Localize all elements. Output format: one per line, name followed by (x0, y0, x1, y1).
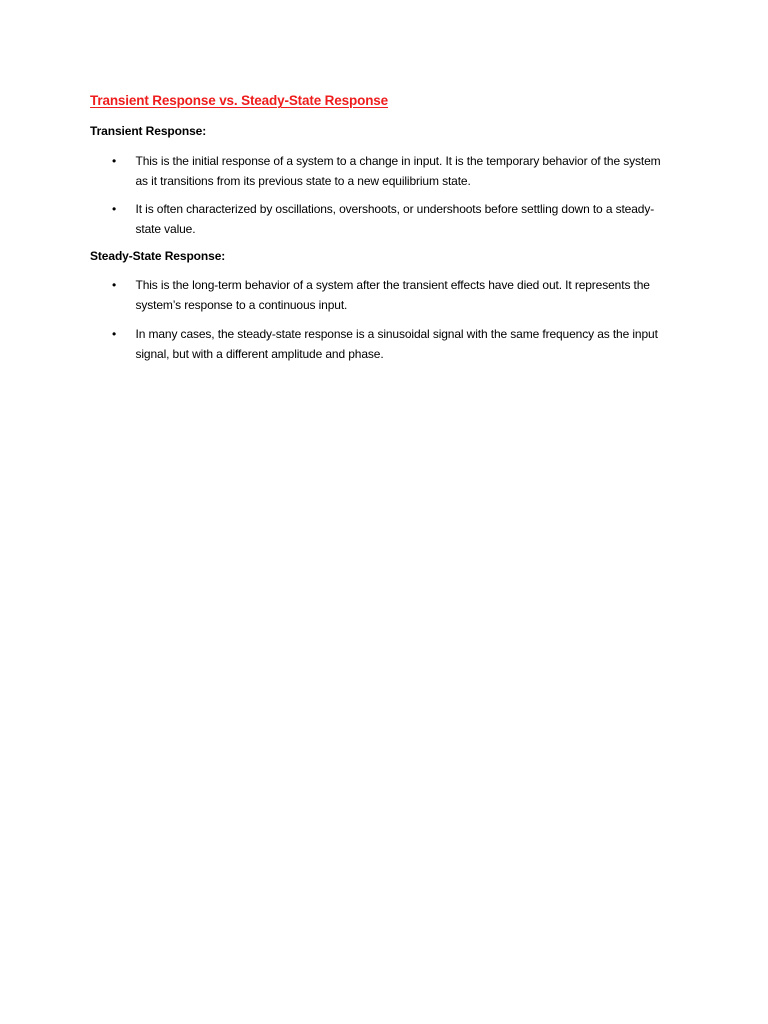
list-item-text: In many cases, the steady-state response is a sinusoidal signal with the same frequency as the input signal, but with a different amplitude and phase. (135, 327, 658, 361)
section-heading-transient: Transient Response: (90, 124, 207, 138)
list-item-text: This is the long-term behavior of a system after the transient effects have died out. It represents the system’s response to a continuous input. (135, 278, 650, 312)
list-item-text: It is often characterized by oscillations, overshoots, or undershoots before settling down to a steady-state value. (135, 202, 655, 236)
bullet-icon: • (112, 154, 117, 168)
bullet-icon: • (112, 327, 117, 341)
section-heading-steady-state: Steady-State Response: (90, 249, 226, 263)
document-title: Transient Response vs. Steady-State Response (90, 93, 389, 108)
bullet-icon: • (112, 202, 117, 216)
bullet-icon: • (112, 278, 117, 292)
list-item-text: This is the initial response of a system to a change in input. It is the temporary behavior of the system as it transitions from its previous state to a new equilibrium state. (135, 154, 661, 188)
